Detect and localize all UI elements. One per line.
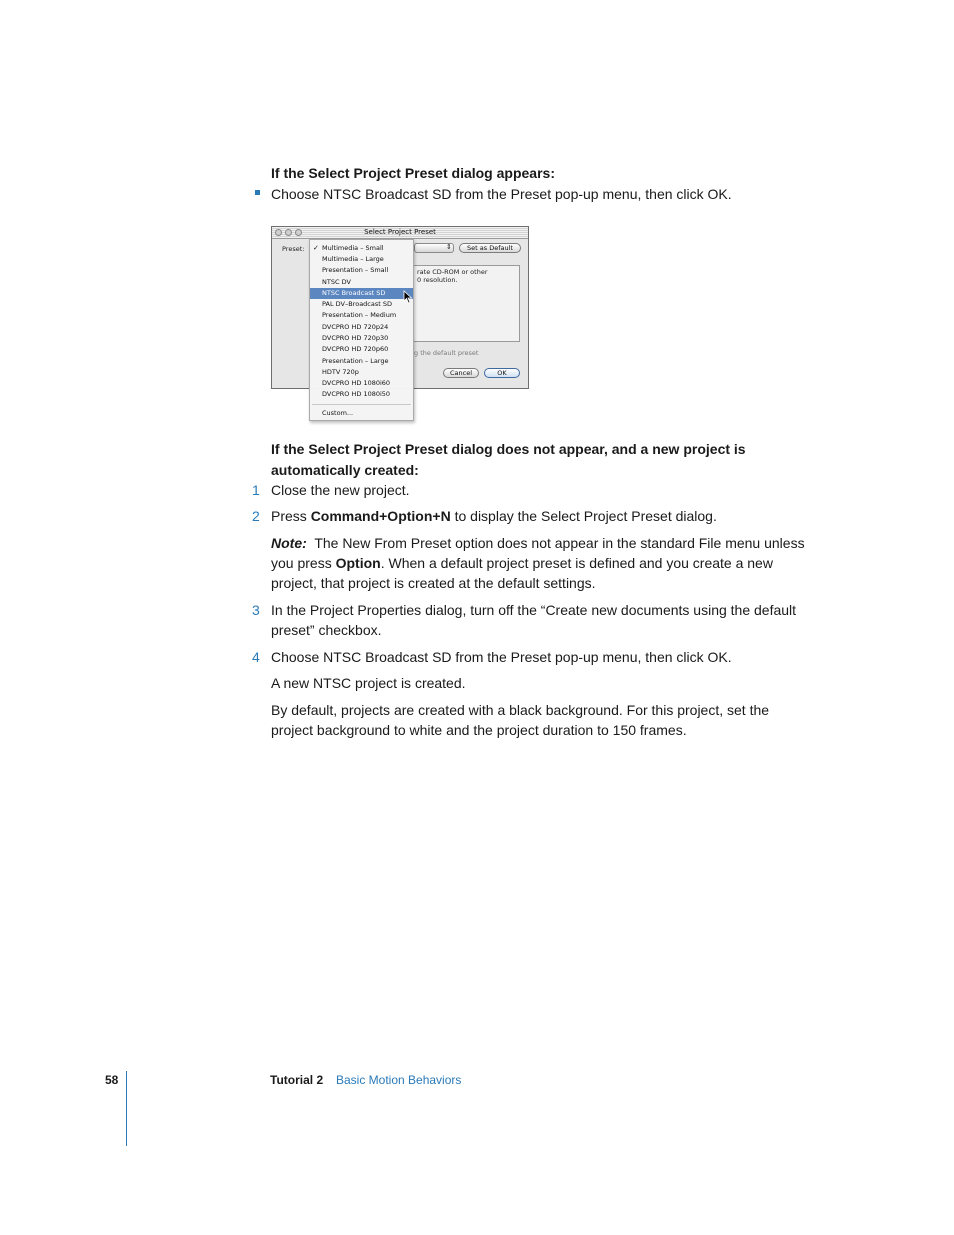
dialog-title: Select Project Preset <box>364 228 436 236</box>
set-as-default-button[interactable]: Set as Default <box>459 243 521 253</box>
result-text: A new NTSC project is created. <box>271 675 466 691</box>
mouse-cursor-icon <box>403 290 413 304</box>
menu-item-custom[interactable]: Custom... <box>322 409 354 417</box>
menu-item[interactable]: Presentation – Medium <box>322 311 397 319</box>
bullet-marker <box>255 190 260 195</box>
step-text: Press Command+Option+N to display the Select Project Preset dialog. <box>271 508 717 524</box>
description-line: 0 resolution. <box>417 276 458 284</box>
note-line: you press Option. When a default project preset is defined and you create a new <box>271 555 773 571</box>
step-number: 4 <box>252 649 260 665</box>
preset-label: Preset: <box>282 245 305 253</box>
section-heading: If the Select Project Preset dialog does not appear, and a new project is <box>271 441 746 457</box>
section-heading-cont: automatically created: <box>271 462 419 478</box>
menu-item[interactable]: Presentation – Small <box>322 266 389 274</box>
menu-item[interactable]: DVCPRO HD 720p30 <box>322 334 389 342</box>
bullet-text: Choose NTSC Broadcast SD from the Preset pop-up menu, then click OK. <box>271 186 732 202</box>
preset-popup-menu <box>309 239 414 421</box>
step-text: Close the new project. <box>271 482 410 498</box>
section-heading: If the Select Project Preset dialog appears: <box>271 165 555 181</box>
step-text-cont: preset” checkbox. <box>271 622 382 638</box>
keyboard-shortcut: Command+Option+N <box>310 508 451 524</box>
menu-separator <box>312 404 411 405</box>
step-number: 1 <box>252 482 260 498</box>
note-line: Note: The New From Preset option does not appear in the standard File menu unless <box>271 535 805 551</box>
cancel-button[interactable]: Cancel <box>443 368 479 378</box>
step-number: 3 <box>252 602 260 618</box>
paragraph-line: By default, projects are created with a black background. For this project, set the <box>271 702 770 718</box>
dialog-titlebar <box>272 227 528 239</box>
menu-item[interactable]: NTSC DV <box>322 278 351 286</box>
note-label: Note: <box>271 535 307 551</box>
paragraph-line: project background to white and the project duration to 150 frames. <box>271 722 687 738</box>
option-key: Option <box>335 555 381 571</box>
menu-item[interactable]: DVCPRO HD 1080i60 <box>322 379 391 387</box>
step-number: 2 <box>252 508 260 524</box>
menu-item[interactable]: HDTV 720p <box>322 368 359 376</box>
ok-button[interactable]: OK <box>484 368 520 378</box>
popup-arrows-icon: ⇕ <box>446 243 452 251</box>
menu-item[interactable]: DVCPRO HD 720p24 <box>322 323 389 331</box>
menu-item[interactable]: DVCPRO HD 1080i50 <box>322 390 391 398</box>
footer-rule <box>126 1071 127 1146</box>
checkmark-icon: ✓ <box>313 244 319 252</box>
step-text: Choose NTSC Broadcast SD from the Preset pop-up menu, then click OK. <box>271 649 732 665</box>
menu-item[interactable]: Presentation – Large <box>322 357 389 365</box>
footer-chapter-title: Basic Motion Behaviors <box>336 1073 462 1087</box>
footer-chapter: Tutorial 2 <box>270 1073 324 1087</box>
default-preset-checkbox-label: g the default preset <box>414 349 479 357</box>
menu-item[interactable]: PAL DV–Broadcast SD <box>322 300 392 308</box>
note-line: project, that project is created at the default settings. <box>271 575 596 591</box>
menu-item[interactable]: ✓ Multimedia – Small <box>313 244 384 252</box>
page-number: 58 <box>105 1073 119 1087</box>
step-text: In the Project Properties dialog, turn off the “Create new documents using the default <box>271 602 797 618</box>
menu-item[interactable]: Multimedia – Large <box>322 255 384 263</box>
menu-item-selected[interactable]: NTSC Broadcast SD <box>310 288 413 299</box>
description-line: rate CD-ROM or other <box>417 268 488 276</box>
menu-item[interactable]: DVCPRO HD 720p60 <box>322 345 389 353</box>
preset-description-box <box>412 265 520 342</box>
